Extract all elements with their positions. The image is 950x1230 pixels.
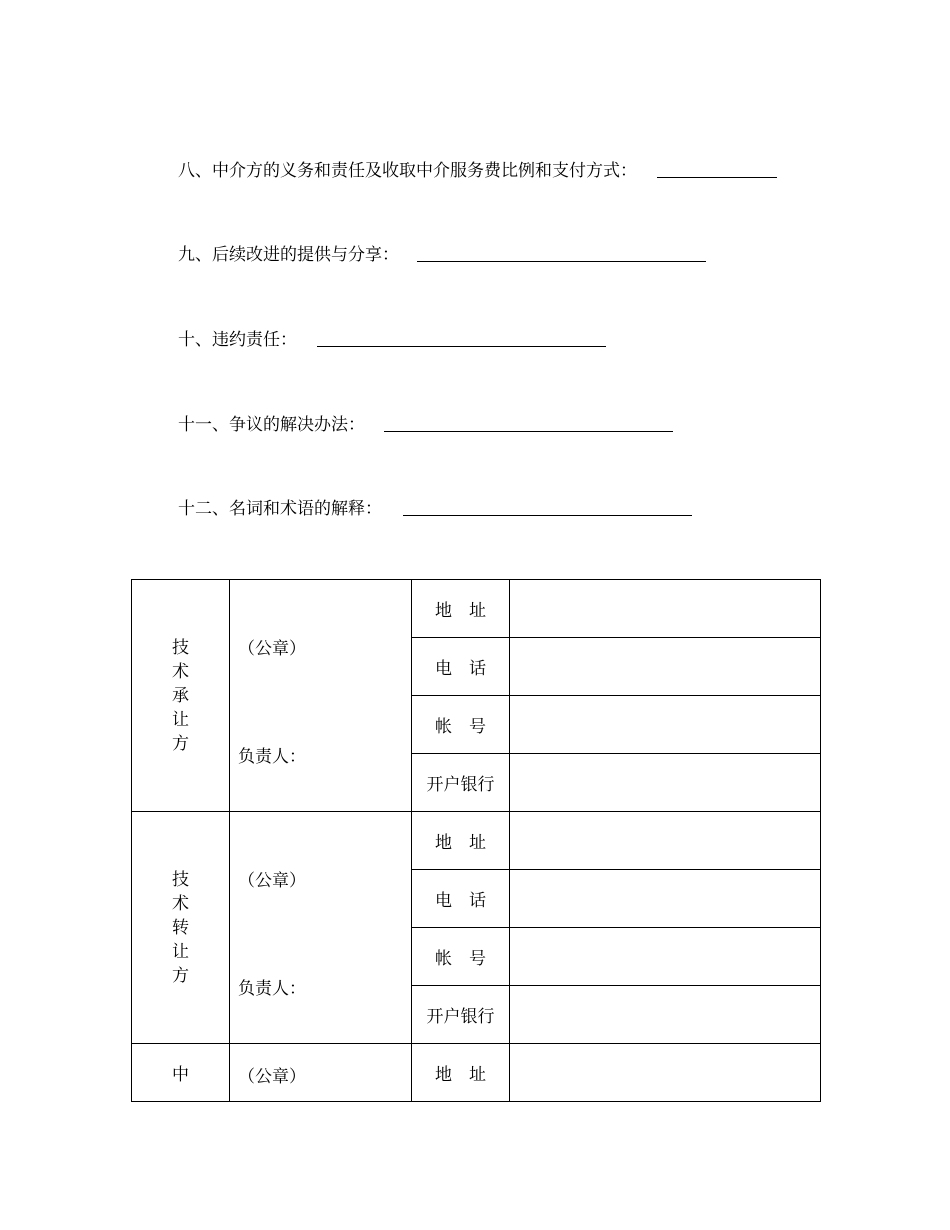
clause-11-blank[interactable]	[384, 413, 673, 432]
address-label: 地 址	[412, 812, 510, 870]
phone-label: 电 话	[412, 870, 510, 928]
clause-9-blank[interactable]	[417, 243, 706, 262]
clause-11	[178, 407, 673, 437]
clause-9-label: 九、后续改进的提供与分享：	[178, 244, 399, 265]
clause-10-blank[interactable]	[317, 328, 606, 347]
bank-value[interactable]	[510, 986, 821, 1044]
clause-8	[178, 153, 777, 183]
responsible-label: 负责人：	[238, 747, 306, 767]
clause-12-blank[interactable]	[403, 497, 692, 516]
bank-label: 开户银行	[412, 754, 510, 812]
account-label: 帐 号	[412, 928, 510, 986]
account-label: 帐 号	[412, 696, 510, 754]
address-value[interactable]	[510, 812, 821, 870]
clause-11-label: 十一、争议的解决办法：	[178, 414, 365, 435]
account-value[interactable]	[510, 928, 821, 986]
party-transferor-seal-cell	[230, 812, 412, 1044]
party-transferee-name: 技 术 承 让 方	[172, 637, 189, 754]
signature-table	[131, 579, 821, 1102]
party-intermediary-name: 中	[172, 1065, 189, 1085]
address-value[interactable]	[510, 1044, 821, 1102]
table-row	[132, 1044, 821, 1102]
phone-value[interactable]	[510, 638, 821, 696]
seal-label: （公章）	[238, 871, 306, 891]
phone-label: 电 话	[412, 638, 510, 696]
seal-label: （公章）	[238, 639, 306, 659]
address-value[interactable]	[510, 580, 821, 638]
party-intermediary-cell	[132, 1044, 230, 1102]
clause-12	[178, 491, 692, 521]
address-label: 地 址	[412, 580, 510, 638]
table-row	[132, 812, 821, 870]
account-value[interactable]	[510, 696, 821, 754]
clause-12-label: 十二、名词和术语的解释：	[178, 498, 382, 519]
party-intermediary-seal-cell	[230, 1044, 412, 1102]
seal-label: （公章）	[238, 1067, 306, 1087]
address-label: 地 址	[412, 1044, 510, 1102]
table-row	[132, 580, 821, 638]
bank-value[interactable]	[510, 754, 821, 812]
bank-label: 开户银行	[412, 986, 510, 1044]
responsible-label: 负责人：	[238, 979, 306, 999]
party-transferee-cell	[132, 580, 230, 812]
clause-10-label: 十、违约责任：	[178, 329, 297, 350]
party-transferor-cell	[132, 812, 230, 1044]
clause-10	[178, 322, 606, 352]
party-transferor-name: 技 术 转 让 方	[172, 869, 189, 986]
party-transferee-seal-cell	[230, 580, 412, 812]
clause-8-label: 八、中介方的义务和责任及收取中介服务费比例和支付方式：	[178, 160, 637, 181]
clause-8-blank[interactable]	[657, 159, 777, 178]
clause-9	[178, 237, 706, 267]
phone-value[interactable]	[510, 870, 821, 928]
